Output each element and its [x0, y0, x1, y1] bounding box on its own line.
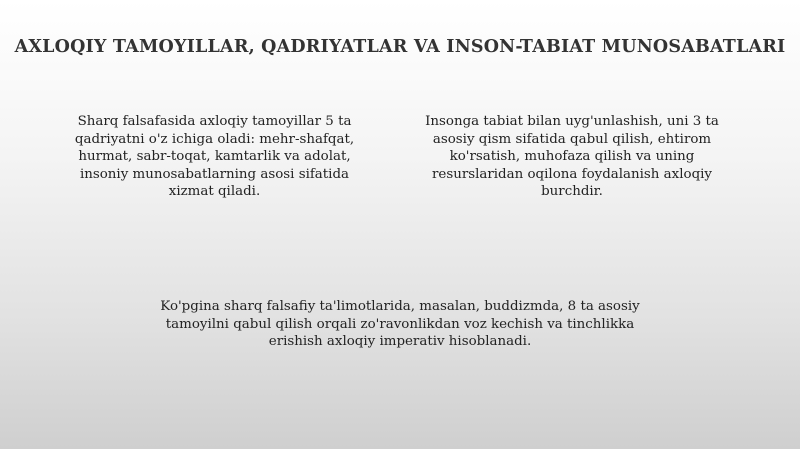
paragraph-ethical-values: Sharq falsafasida axloqiy tamoyillar 5 ta qadriyatni o'z ichiga oladi: mehr-shafqat, hurmat, sabr-toqat, kamtarlik va adolat, insoniy munosabatlarning asosi sifatida xizmat qiladi. [74, 114, 355, 200]
paragraph-human-nature: Insonga tabiat bilan uyg'unlashish, uni 3 ta asosiy qism sifatida qabul qilish, ehtirom ko'rsatish, muhofaza qilish va uning resurslaridan oqilona foydalanish axloqiy burchdir. [425, 114, 719, 200]
paragraph-buddhism: Ko'pgina sharq falsafiy ta'limotlarida, masalan, buddizmda, 8 ta asosiy tamoyilni qabul qilish orqali zo'ravonlikdan voz kechish va tinchlikka erishish axloqiy imperativ hisoblanadi. [160, 299, 640, 350]
slide-title: AXLOQIY TAMOYILLAR, QADRIYATLAR VA INSON-TABIAT MUNOSABATLARI [14, 37, 786, 57]
